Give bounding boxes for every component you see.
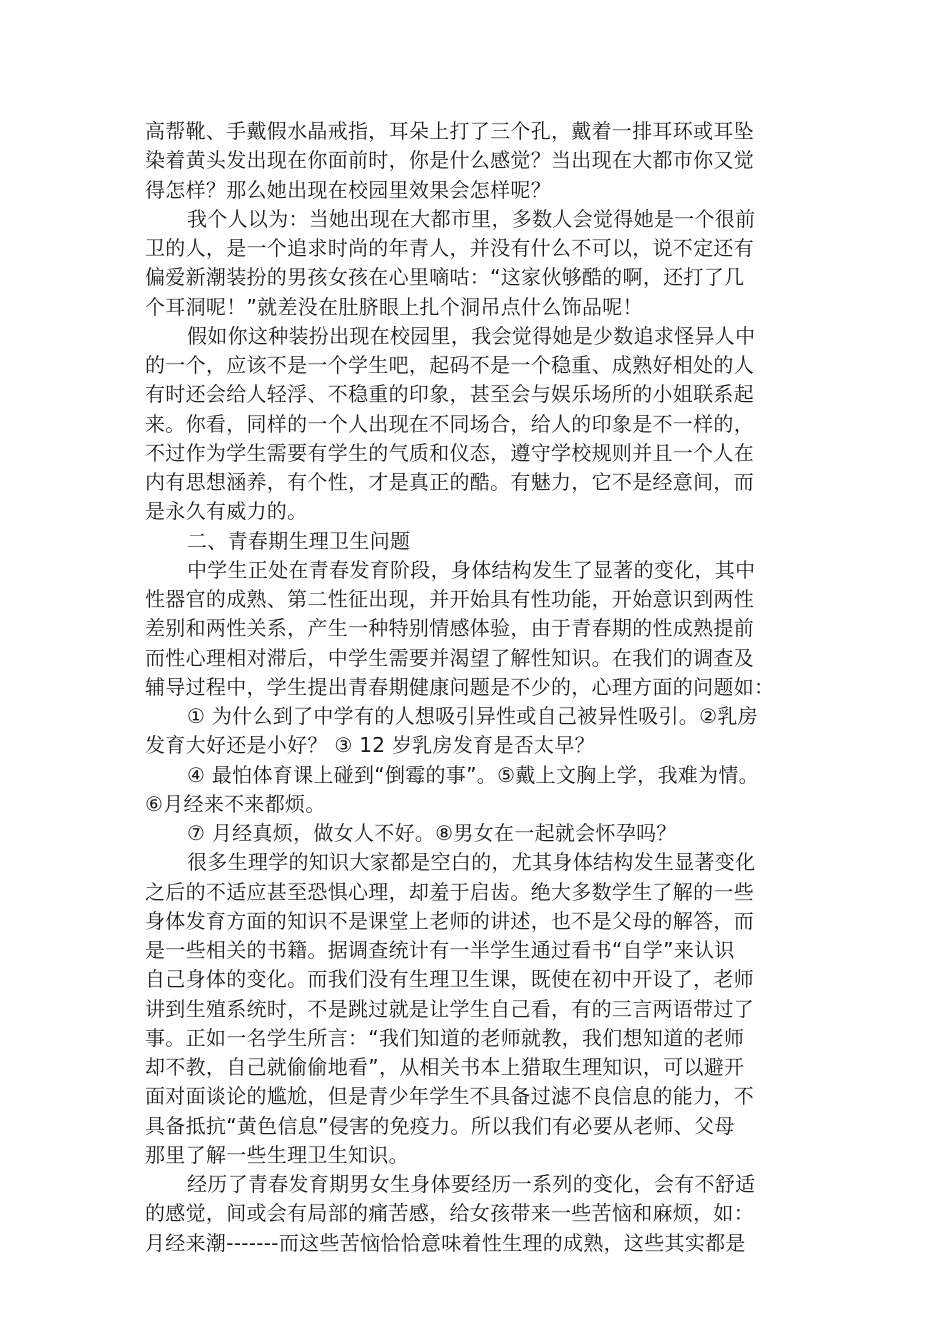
text-line: 事。正如一名学生所言：“我们知道的老师就教，我们想知道的老师 bbox=[145, 1025, 745, 1050]
text-line: 染着黄头发出现在你面前时，你是什么感觉？当出现在大都市你又觉 bbox=[145, 148, 754, 173]
text-line: 却不教，自己就偷偷地看”，从相关书本上猎取生理知识，可以避开 bbox=[145, 1055, 745, 1079]
text-line: 二、青春期生理卫生问题 bbox=[187, 528, 411, 553]
text-line: 月经来潮-------而这些苦恼恰恰意味着性生理的成熟，这些其实都是 bbox=[145, 1230, 746, 1255]
text-line: 而性心理相对滞后，中学生需要并渴望了解性知识。在我们的调查及 bbox=[145, 645, 754, 670]
text-line: 身体发育方面的知识不是课堂上老师的讲述，也不是父母的解答，而 bbox=[145, 908, 754, 933]
text-line: ⑦ 月经真烦，做女人不好。⑧男女在一起就会怀孕吗？ bbox=[187, 821, 677, 845]
text-line: ⑥月经来不来都烦。 bbox=[145, 791, 326, 816]
text-line: 假如你这种装扮出现在校园里，我会觉得她是少数追求怪异人中 bbox=[187, 323, 756, 348]
text-line: 辅导过程中，学生提出青春期健康问题是不少的，心理方面的问题如： bbox=[145, 674, 775, 699]
text-line: 偏爱新潮装扮的男孩女孩在心里嘀咕：“这家伙够酷的啊，还打了几 bbox=[145, 265, 745, 290]
text-line: ④ 最怕体育课上碰到“倒霉的事”。⑤戴上文胸上学，我难为情。 bbox=[187, 762, 759, 787]
text-line: 自己身体的变化。而我们没有生理卫生课，既使在初中开设了，老师 bbox=[145, 967, 754, 992]
text-line: 中学生正处在青春发育阶段，身体结构发生了显著的变化，其中 bbox=[187, 557, 756, 582]
text-line: 发育大好还是小好？ ③ 12 岁乳房发育是否太早？ bbox=[145, 733, 595, 758]
text-line: 讲到生殖系统时，不是跳过就是让学生自己看，有的三言两语带过了 bbox=[145, 996, 754, 1021]
text-line: 性器官的成熟、第二性征出现，并开始具有性功能，开始意识到两性 bbox=[145, 587, 754, 611]
text-line: 是永久有威力的。 bbox=[145, 499, 308, 524]
text-line: 经历了青春发育期男女生身体要经历一系列的变化，会有不舒适 bbox=[187, 1172, 756, 1196]
document-body bbox=[145, 117, 813, 1258]
text-line: 卫的人，是一个追求时尚的年青人，并没有什么不可以，说不定还有 bbox=[145, 236, 754, 260]
text-line: 得怎样？那么她出现在校园里效果会怎样呢？ bbox=[145, 177, 551, 202]
text-line: ① 为什么到了中学有的人想吸引异性或自己被异性吸引。②乳房 bbox=[187, 704, 758, 728]
text-line: 我个人以为：当她出现在大都市里，多数人会觉得她是一个很前 bbox=[187, 206, 756, 231]
text-line: 的一个，应该不是一个学生吧，起码不是一个稳重、成熟好相处的人 bbox=[145, 353, 754, 377]
text-line: 具备抵抗“黄色信息”侵害的免疫力。所以我们有必要从老师、父母 bbox=[145, 1113, 735, 1138]
text-line: 是一些相关的书籍。据调查统计有一半学生通过看书“自学”来认识 bbox=[145, 938, 735, 962]
text-line: 个耳洞呢！”就差没在肚脐眼上扎个洞吊点什么饰品呢！ bbox=[145, 294, 643, 319]
text-line: 面对面谈论的尴尬，但是青少年学生不具备过滤不良信息的能力，不 bbox=[145, 1084, 754, 1109]
text-line: 那里了解一些生理卫生知识。 bbox=[145, 1142, 409, 1167]
text-line: 很多生理学的知识大家都是空白的，尤其身体结构发生显著变化 bbox=[187, 850, 756, 875]
text-line: 高帮靴、手戴假水晶戒指，耳朵上打了三个孔，戴着一排耳环或耳坠 bbox=[145, 119, 754, 143]
text-line: 有时还会给人轻浮、不稳重的印象，甚至会与娱乐场所的小姐联系起 bbox=[145, 382, 754, 407]
text-line: 不过作为学生需要有学生的气质和仪态，遵守学校规则并且一个人在 bbox=[145, 440, 754, 465]
text-line: 差别和两性关系，产生一种特别情感体验，由于青春期的性成熟提前 bbox=[145, 616, 754, 641]
text-line: 内有思想涵养，有个性，才是真正的酷。有魅力，它不是经意间，而 bbox=[145, 470, 754, 494]
text-line: 的感觉，间或会有局部的痛苦感，给女孩带来一些苦恼和麻烦，如： bbox=[145, 1201, 754, 1226]
text-line: 来。你看，同样的一个人出现在不同场合，给人的印象是不一样的， bbox=[145, 411, 754, 436]
text-line: 之后的不适应甚至恐惧心理，却羞于启齿。绝大多数学生了解的一些 bbox=[145, 879, 754, 904]
